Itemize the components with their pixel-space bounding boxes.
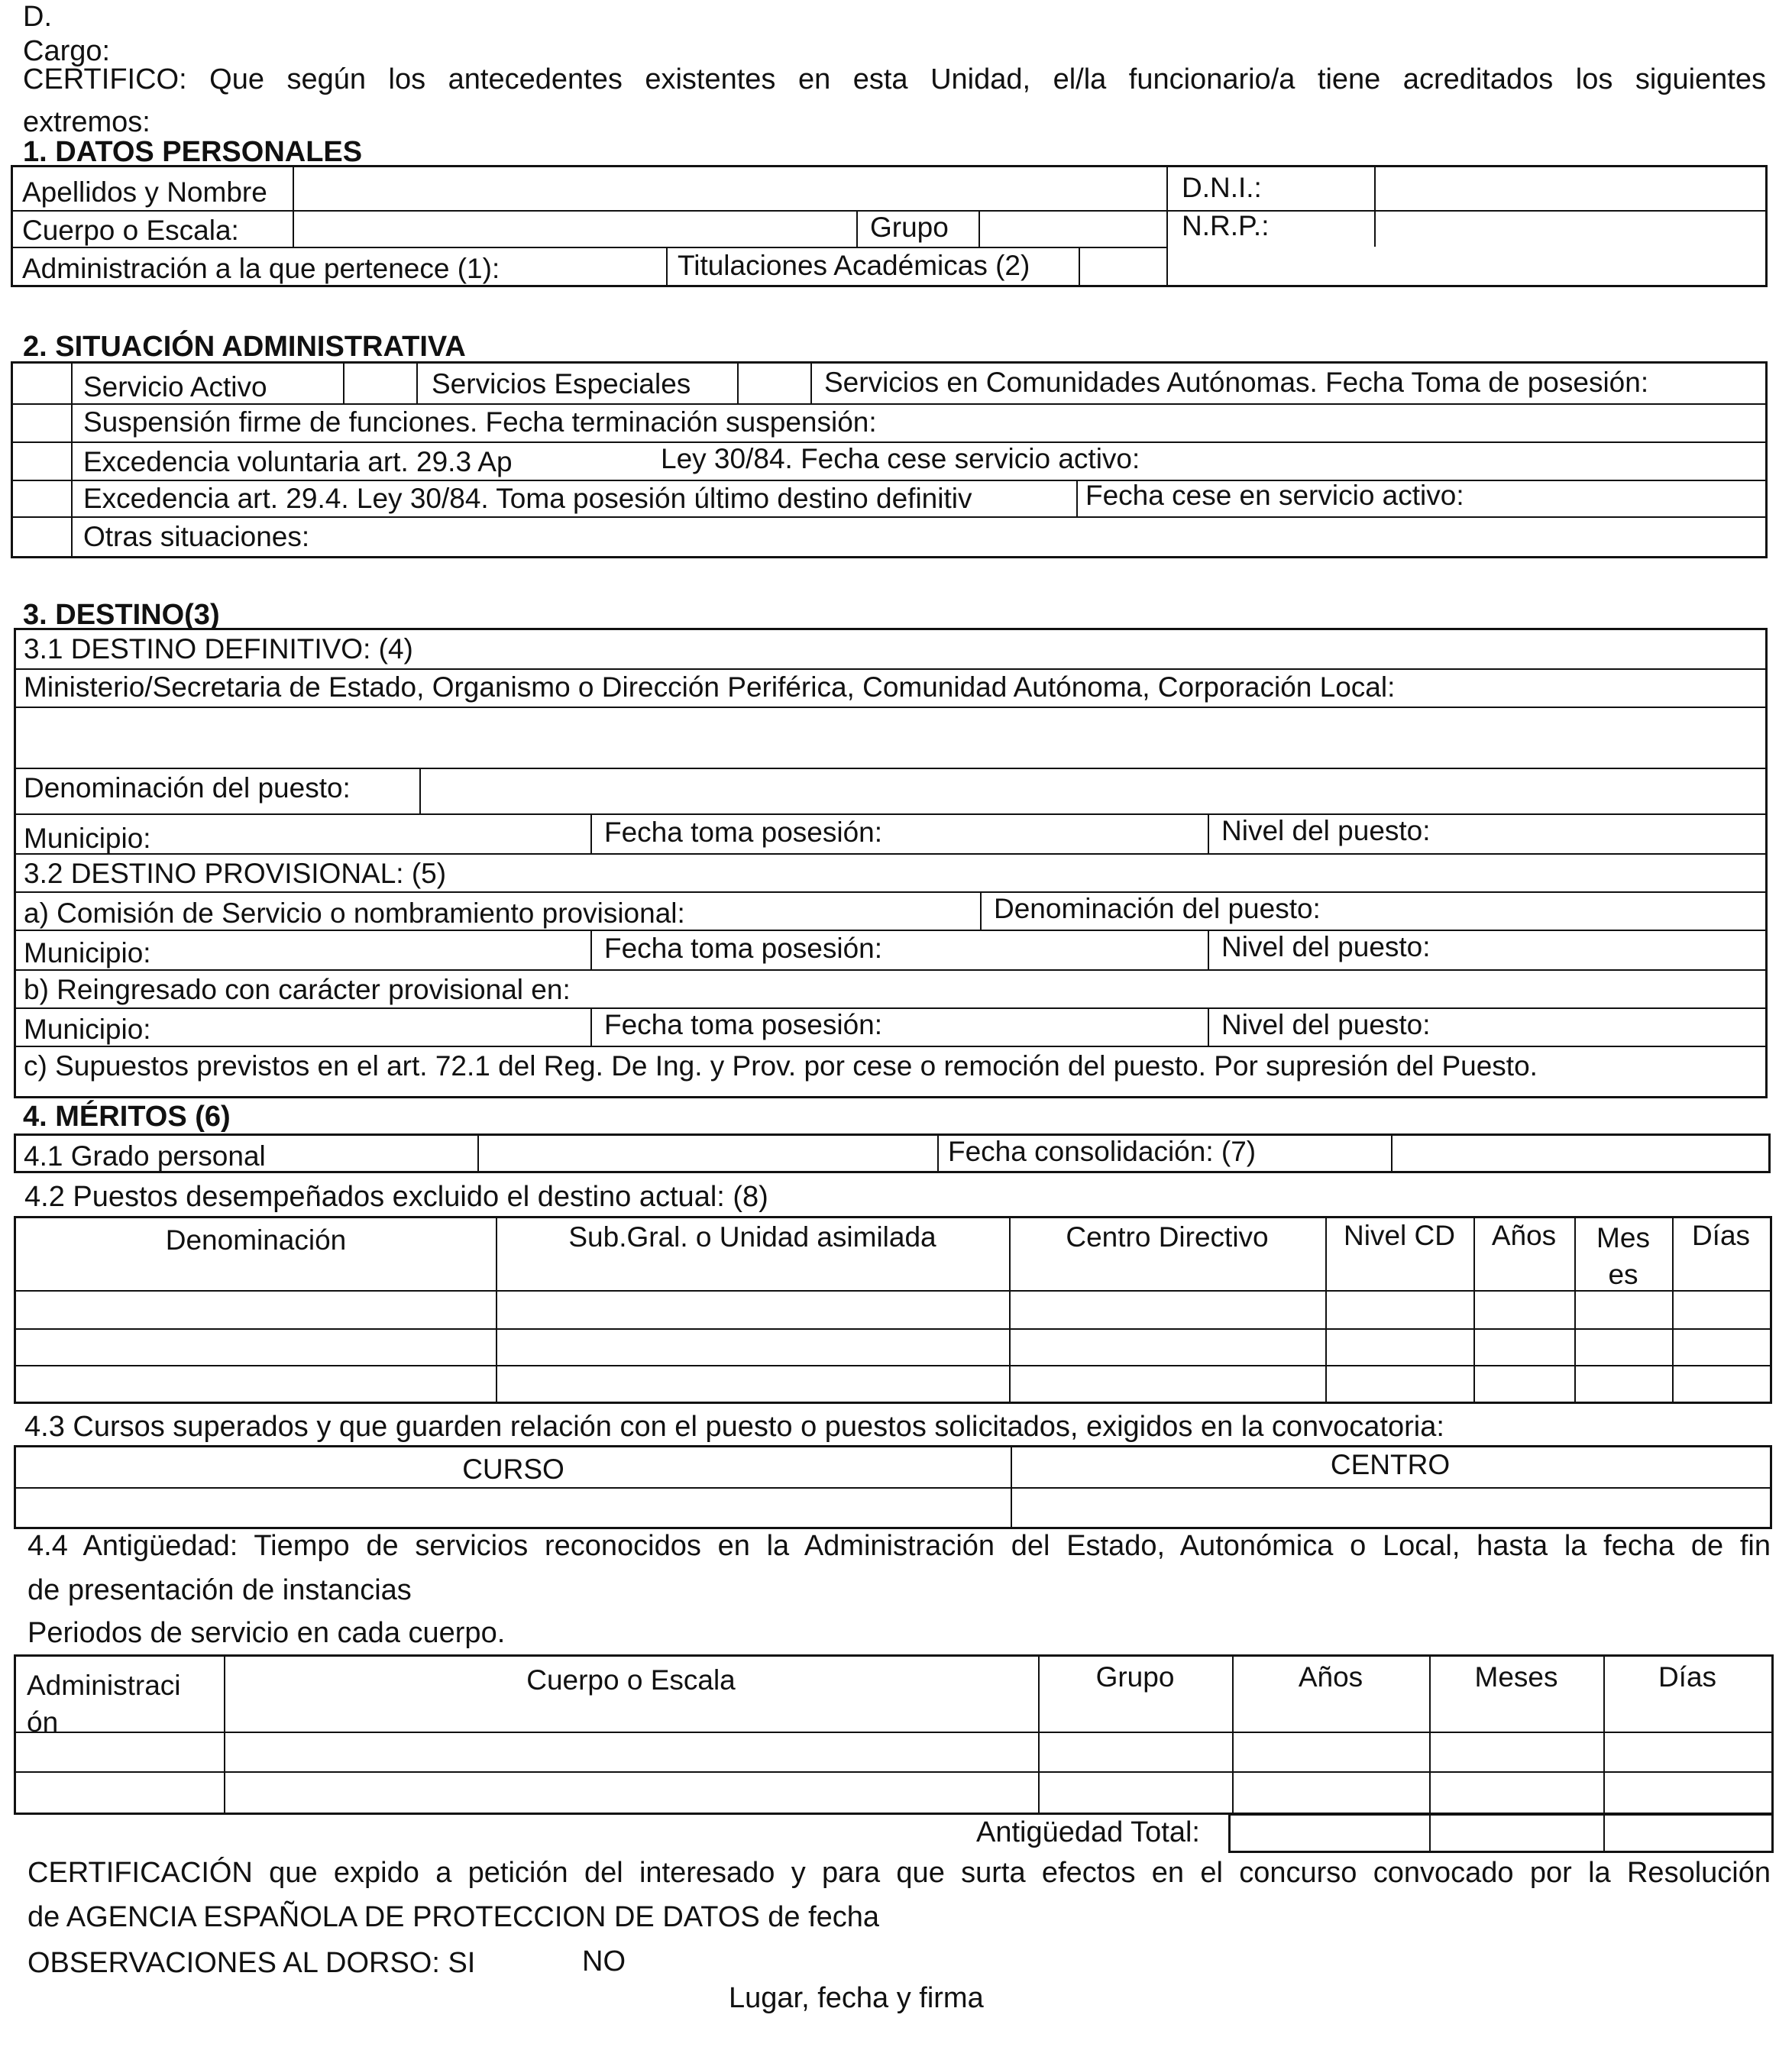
suspension-label: Suspensión firme de funciones. Fecha terminación suspensión: — [83, 406, 877, 438]
line-cargo: Cargo: — [23, 35, 111, 67]
excedencia-294-label: Excedencia art. 29.4. Ley 30/84. Toma posesión último destino definitiv — [83, 483, 972, 514]
puestos-title: 4.2 Puestos desempeñados excluido el destino actual: (8) — [24, 1181, 768, 1213]
periodos-label: Periodos de servicio en cada cuerpo. — [27, 1617, 506, 1649]
grado-table — [14, 1133, 1771, 1173]
otras-label: Otras situaciones: — [83, 521, 310, 552]
excedencia-vol-label-a: Excedencia voluntaria art. 29.3 Ap — [83, 446, 513, 477]
col-curso: CURSO — [462, 1454, 564, 1485]
fecha-toma-label-1: Fecha toma posesión: — [604, 817, 883, 848]
col-dias: Días — [1691, 1220, 1751, 1251]
col-centro-directivo: Centro Directivo — [1066, 1221, 1269, 1253]
destino-definitivo-label: 3.1 DESTINO DEFINITIVO: (4) — [24, 633, 413, 665]
datos-personales-table — [11, 165, 1768, 287]
cursos-table — [14, 1445, 1772, 1529]
supuestos-label: c) Supuestos previstos en el art. 72.1 del Reg. De Ing. y Prov. por cese o remoción del puesto. Por supresión del Puesto. — [24, 1050, 1538, 1082]
col-meses: Mes es — [1596, 1222, 1650, 1290]
comision-label: a) Comisión de Servicio o nombramiento provisional: — [24, 897, 685, 929]
grupo-label: Grupo — [870, 212, 949, 243]
nrp-label: N.R.P.: — [1182, 210, 1270, 241]
certificacion-line1: CERTIFICACIÓN que expido a petición del interesado y para que surta efectos en el concurso convocado por la Resolución — [27, 1857, 1771, 1889]
municipio-label-2: Municipio: — [24, 937, 151, 969]
servicios-ccaa-label: Servicios en Comunidades Autónomas. Fecha Toma de posesión: — [824, 367, 1649, 398]
destino-table — [14, 628, 1768, 1098]
ministerio-label: Ministerio/Secretaria de Estado, Organismo o Dirección Periférica, Comunidad Autónoma, Corporación Local: — [24, 671, 1396, 703]
antiguedad-line2: de presentación de instancias — [27, 1574, 412, 1606]
antiguedad-line1: 4.4 Antigüedad: Tiempo de servicios reconocidos en la Administración del Estado, Autonómica o Local, hasta la fecha de fin — [27, 1530, 1771, 1562]
antiguedad-total-label: Antigüedad Total: — [976, 1816, 1200, 1848]
col-administracion: Administraci ón — [27, 1670, 181, 1738]
municipio-label-3: Municipio: — [24, 1014, 151, 1045]
cursos-title: 4.3 Cursos superados y que guarden relación con el puesto o puestos solicitados, exigidos en la convocatoria: — [24, 1411, 1444, 1443]
municipio-label-1: Municipio: — [24, 823, 151, 854]
puestos-table — [14, 1216, 1772, 1404]
situacion-table — [11, 361, 1768, 558]
nivel-label-2: Nivel del puesto: — [1221, 931, 1431, 962]
denominacion-label: Denominación del puesto: — [24, 772, 351, 804]
antiguedad-table — [14, 1654, 1774, 1815]
certifico-cont: extremos: — [23, 106, 150, 138]
certifico-text: CERTIFICO: Que según los antecedentes existentes en esta Unidad, el/la funcionario/a tiene acreditados los siguientes — [23, 63, 1766, 95]
nivel-label-3: Nivel del puesto: — [1221, 1009, 1431, 1040]
col-subgral: Sub.Gral. o Unidad asimilada — [568, 1221, 936, 1253]
observaciones-no: NO — [582, 1945, 626, 1977]
titulaciones-label: Titulaciones Académicas (2) — [678, 250, 1030, 281]
grado-label: 4.1 Grado personal — [24, 1140, 266, 1172]
col-anos-2: Años — [1298, 1661, 1363, 1693]
col-dias-2: Días — [1658, 1661, 1717, 1693]
col-anos: Años — [1491, 1220, 1557, 1251]
col-centro: CENTRO — [1330, 1449, 1451, 1480]
col-meses-2: Meses — [1474, 1661, 1558, 1693]
nivel-label-1: Nivel del puesto: — [1221, 815, 1431, 846]
fecha-toma-label-2: Fecha toma posesión: — [604, 933, 883, 964]
antiguedad-total-box — [1228, 1813, 1774, 1853]
servicios-especiales-label: Servicios Especiales — [432, 368, 691, 399]
certificacion-line2: de AGENCIA ESPAÑOLA DE PROTECCION DE DATOS de fecha — [27, 1901, 880, 1933]
observaciones-label: OBSERVACIONES AL DORSO: SI — [27, 1947, 476, 1979]
servicio-activo-label: Servicio Activo — [83, 371, 267, 403]
line-d: D. — [23, 1, 52, 33]
administracion-label: Administración a la que pertenece (1): — [22, 253, 500, 284]
section-1-title: 1. DATOS PERSONALES — [23, 136, 363, 168]
col-grupo: Grupo — [1095, 1661, 1175, 1693]
fecha-cese-label: Fecha cese en servicio activo: — [1085, 480, 1464, 511]
section-2-title: 2. SITUACIÓN ADMINISTRATIVA — [23, 331, 466, 363]
section-3-title: 3. DESTINO(3) — [23, 599, 220, 631]
col-nivel-cd: Nivel CD — [1344, 1220, 1455, 1251]
col-cuerpo-escala: Cuerpo o Escala — [526, 1664, 736, 1696]
fecha-consolidacion-label: Fecha consolidación: (7) — [948, 1136, 1257, 1167]
cuerpo-label: Cuerpo o Escala: — [22, 215, 239, 246]
lugar-fecha-firma: Lugar, fecha y firma — [729, 1982, 984, 2014]
destino-provisional-label: 3.2 DESTINO PROVISIONAL: (5) — [24, 858, 447, 889]
dni-label: D.N.I.: — [1182, 172, 1262, 203]
denominacion-label-2: Denominación del puesto: — [994, 893, 1321, 924]
fecha-toma-label-3: Fecha toma posesión: — [604, 1009, 883, 1040]
reingresado-label: b) Reingresado con carácter provisional en: — [24, 974, 571, 1005]
section-4-title: 4. MÉRITOS (6) — [23, 1101, 231, 1133]
col-denominacion: Denominación — [165, 1224, 347, 1256]
apellidos-label: Apellidos y Nombre — [22, 176, 267, 208]
excedencia-vol-label-b: Ley 30/84. Fecha cese servicio activo: — [661, 443, 1140, 474]
